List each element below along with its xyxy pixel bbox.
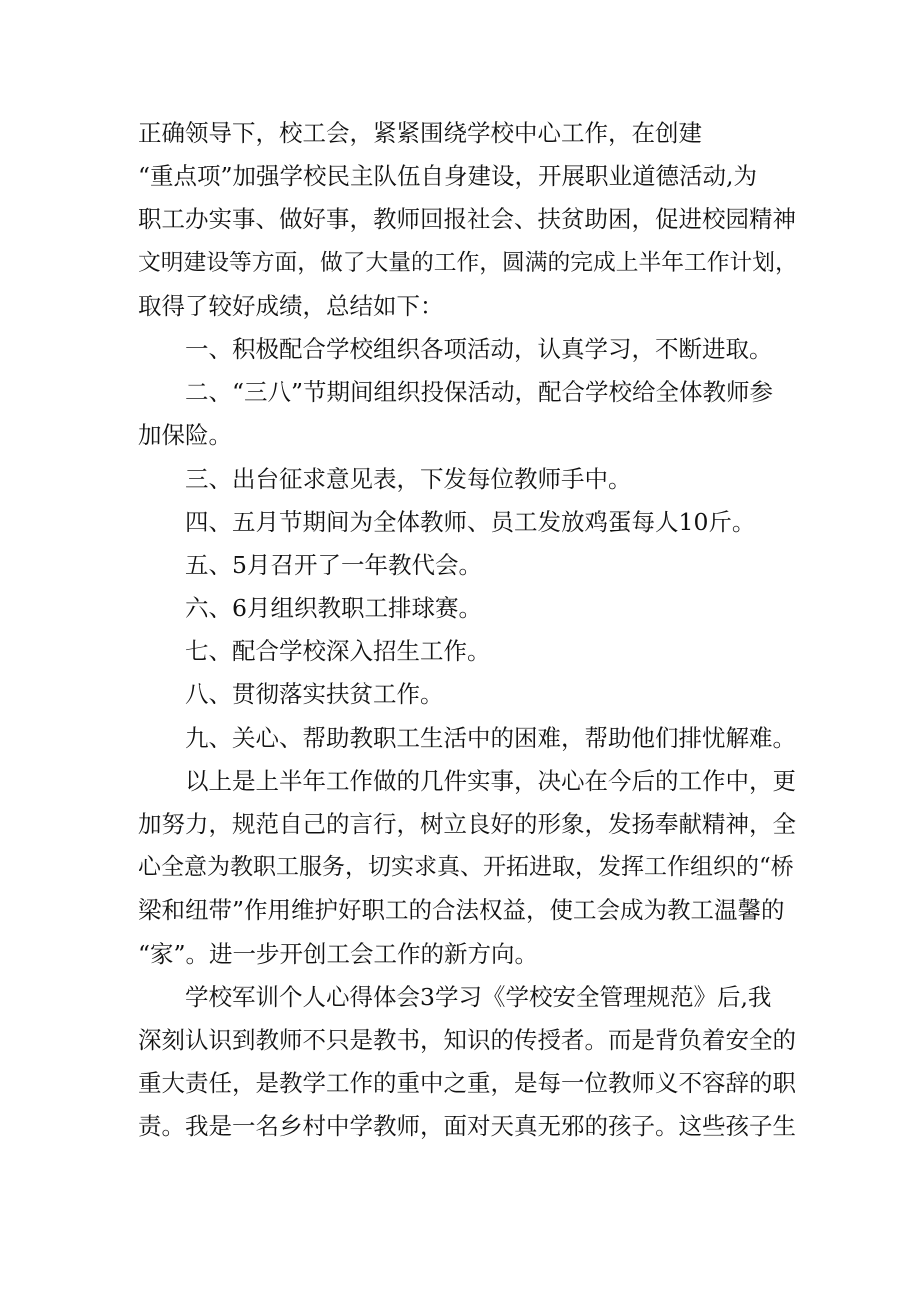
text-line: 七、配合学校深入招生工作。 (185, 637, 491, 666)
text-line: 责。我是一名乡村中学教师，面对天真无邪的孩子。这些孩子生 (138, 1112, 796, 1141)
text-line: 职工办实事、做好事，教师回报社会、扶贫助困，促进校园精神 (138, 205, 796, 234)
text-line: 以上是上半年工作做的几件实事，决心在今后的工作中，更 (185, 766, 796, 795)
text-line: “家”。进一步开创工会工作的新方向。 (138, 939, 539, 968)
text-line: 八、贯彻落实扶贫工作。 (185, 680, 444, 709)
text-line: 取得了较好成绩，总结如下： (138, 291, 444, 320)
text-line: 六、6月组织教职工排球赛。 (185, 594, 482, 623)
text-line: 四、五月节期间为全体教师、员工发放鸡蛋每人10斤。 (185, 507, 756, 536)
text-line: “重点项”加强学校民主队伍自身建设，开展职业道德活动,为 (138, 162, 757, 191)
text-line: 正确领导下，校工会，紧紧围绕学校中心工作，在创建 (138, 119, 702, 147)
text-line: 梁和纽带”作用维护好职工的合法权益，使工会成为教工温馨的 (138, 896, 785, 925)
document-body (138, 112, 798, 1149)
text-line: 心全意为教职工服务，切实求真、开拓进取，发挥工作组织的“桥 (138, 854, 794, 881)
text-line: 深刻认识到教师不只是教书，知识的传授者。而是背负着安全的 (138, 1025, 796, 1054)
text-line: 文明建设等方面，做了大量的工作，圆满的完成上半年工作计划， (138, 249, 798, 276)
text-line: 加保险。 (138, 421, 232, 450)
text-line: 学校军训个人心得体会3学习《学校安全管理规范》后,我 (185, 982, 772, 1011)
text-line: 三、出台征求意见表，下发每位教师手中。 (185, 464, 632, 493)
text-line: 二、“三八”节期间组织投保活动，配合学校给全体教师参 (185, 378, 774, 407)
text-line: 九、关心、帮助教职工生活中的困难，帮助他们排忧解难。 (185, 723, 796, 752)
text-line: 五、5月召开了一年教代会。 (185, 550, 482, 579)
text-line: 重大责任，是教学工作的重中之重，是每一位教师义不容辞的职 (138, 1069, 796, 1098)
text-line: 一、积极配合学校组织各项活动，认真学习，不断进取。 (185, 334, 773, 363)
text-line: 加努力，规范自己的言行，树立良好的形象，发扬奉献精神，全 (138, 810, 796, 838)
